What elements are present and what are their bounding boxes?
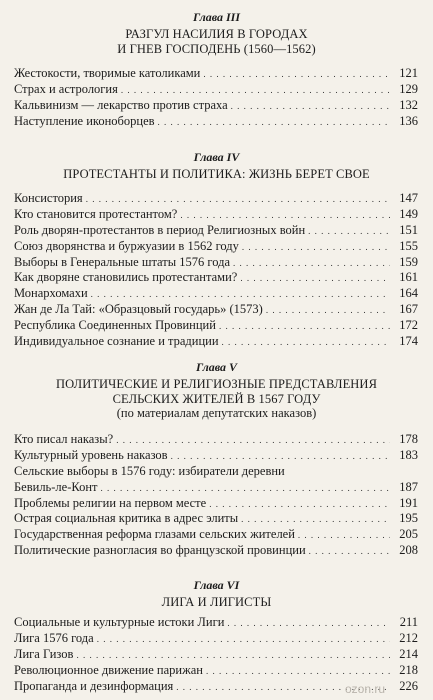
chapter-title-line: ПРОТЕСТАНТЫ И ПОЛИТИКА: ЖИЗНЬ БЕРЕТ СВОЕ <box>63 167 370 181</box>
chapter-3-entries <box>14 66 418 130</box>
chapter-label: Глава V <box>195 360 238 374</box>
toc-entry[interactable] <box>14 302 418 318</box>
chapter-5-entries <box>14 432 418 559</box>
entry-title: Политические разногласия во французской провинции <box>14 543 309 559</box>
toc-entry[interactable] <box>14 239 418 255</box>
entry-page: 149 <box>399 206 418 221</box>
chapter-label: Глава VI <box>193 578 240 592</box>
chapter-label: Глава IV <box>193 150 240 164</box>
toc-entry[interactable] <box>14 615 418 631</box>
leader-dots <box>121 83 390 99</box>
chapter-title-line: И ГНЕВ ГОСПОДЕНЬ (1560—1562) <box>117 41 316 56</box>
leader-dots <box>171 449 390 465</box>
leader-dots <box>266 303 390 319</box>
toc-entry[interactable] <box>14 114 418 130</box>
entry-page: 195 <box>399 511 418 526</box>
leader-dots <box>76 648 390 664</box>
chapter-4-entries <box>14 191 418 350</box>
leader-dots <box>308 224 390 240</box>
toc-entry[interactable] <box>14 663 418 679</box>
toc-entry[interactable] <box>14 464 418 480</box>
entry-page: 132 <box>399 97 418 112</box>
entry-page: 205 <box>399 527 418 542</box>
entry-title: Пропаганда и дезинформация <box>14 679 176 695</box>
entry-title: Кто писал наказы? <box>14 432 116 448</box>
leader-dots <box>309 544 390 560</box>
leader-dots <box>180 208 390 224</box>
chapter-3 <box>0 10 433 56</box>
entry-title: Революционное движение парижан <box>14 663 206 679</box>
leader-dots <box>227 616 390 632</box>
entry-page: 183 <box>399 447 418 462</box>
leader-dots <box>86 192 390 208</box>
toc-entry[interactable] <box>14 82 418 98</box>
leader-dots <box>240 271 390 287</box>
entry-page: 121 <box>399 66 418 80</box>
entry-title: Страх и астрология <box>14 82 121 98</box>
chapter-5 <box>0 360 433 421</box>
entry-page: 167 <box>399 302 418 317</box>
toc-entry[interactable] <box>14 98 418 114</box>
entry-title: Государственная реформа глазами сельских жителей <box>14 527 298 543</box>
entry-page: 226 <box>399 678 418 693</box>
chapter-label: Глава III <box>192 10 241 24</box>
entry-title: Наступление иконоборцев <box>14 114 158 130</box>
leader-dots <box>222 335 390 351</box>
entry-title: Республика Соединенных Провинций <box>14 318 219 334</box>
toc-entry[interactable] <box>14 647 418 663</box>
chapter-title-line: ЛИГА И ЛИГИСТЫ <box>161 595 272 609</box>
entry-page: 187 <box>399 479 418 494</box>
leader-dots <box>203 67 390 83</box>
entry-page: 191 <box>399 495 418 510</box>
leader-dots <box>233 256 390 272</box>
entry-page: 174 <box>399 334 418 349</box>
chapter-6 <box>0 578 433 610</box>
entry-title: Как дворяне становились протестантами? <box>14 270 240 286</box>
entry-page: 164 <box>399 286 418 301</box>
entry-title: Проблемы религии на первом месте <box>14 496 209 512</box>
leader-dots <box>242 240 390 256</box>
entry-title: Жан де Ла Тай: «Образцовый государь» (1573) <box>14 302 266 318</box>
leader-dots <box>241 512 390 528</box>
leader-dots <box>116 433 390 449</box>
entry-title: Монархомахи <box>14 286 91 302</box>
toc-entry[interactable] <box>14 318 418 334</box>
leader-dots <box>231 99 390 115</box>
entry-title: Острая социальная критика в адрес элиты <box>14 511 241 527</box>
entry-title: Сельские выборы в 1576 году: избиратели деревни <box>14 464 288 480</box>
entry-title: Консистория <box>14 191 86 207</box>
entry-page: 151 <box>399 222 418 237</box>
entry-title: Жестокости, творимые католиками <box>14 66 203 82</box>
toc-entry[interactable] <box>14 191 418 207</box>
entry-title: Выборы в Генеральные штаты 1576 года <box>14 255 233 271</box>
entry-page: 155 <box>399 238 418 253</box>
entry-title: Союз дворянства и буржуазии в 1562 году <box>14 239 242 255</box>
leader-dots <box>206 664 390 680</box>
toc-entry[interactable] <box>14 631 418 647</box>
watermark: ozon.ru <box>344 682 385 696</box>
chapter-title-line: РАЗГУЛ НАСИЛИЯ В ГОРОДАХ <box>125 27 308 41</box>
entry-title: Роль дворян-протестантов в период Религиозных войн <box>14 223 308 239</box>
entry-page: 214 <box>399 646 418 661</box>
entry-page: 136 <box>399 113 418 128</box>
leader-dots <box>97 632 390 648</box>
toc-entry[interactable] <box>14 270 418 286</box>
entry-title: Индивидуальное сознание и традиции <box>14 334 222 350</box>
toc-entry[interactable] <box>14 527 418 543</box>
entry-title: Лига 1576 года <box>14 631 97 647</box>
leader-dots <box>158 115 390 131</box>
entry-title: Кальвинизм — лекарство против страха <box>14 98 231 114</box>
toc-entry[interactable] <box>14 511 418 527</box>
entry-page: 218 <box>399 662 418 677</box>
entry-title: Культурный уровень наказов <box>14 448 171 464</box>
entry-title: Лига Гизов <box>14 647 76 663</box>
chapter-title-line: СЕЛЬСКИХ ЖИТЕЛЕЙ В 1567 ГОДУ <box>112 391 321 406</box>
leader-dots <box>209 497 390 513</box>
entry-page: 211 <box>399 615 418 629</box>
entry-page: 129 <box>399 81 418 96</box>
toc-entry[interactable] <box>14 223 418 239</box>
toc-entry[interactable] <box>14 255 418 271</box>
entry-page: 172 <box>399 318 418 333</box>
chapter-subtitle: (по материалам депутатских наказов) <box>116 406 317 420</box>
leader-dots <box>298 528 390 544</box>
toc-entry[interactable] <box>14 66 418 82</box>
toc-entry[interactable] <box>14 334 418 350</box>
leader-dots <box>219 319 390 335</box>
toc-entry[interactable] <box>14 496 418 512</box>
toc-entry[interactable] <box>14 543 418 559</box>
entry-page: 147 <box>399 191 418 205</box>
entry-title: Кто становится протестантом? <box>14 207 180 223</box>
chapter-title-line: ПОЛИТИЧЕСКИЕ И РЕЛИГИОЗНЫЕ ПРЕДСТАВЛЕНИЯ <box>55 377 378 391</box>
leader-dots <box>91 287 390 303</box>
entry-title: Бевиль-ле-Конт <box>14 480 100 496</box>
toc-entry[interactable] <box>14 448 418 464</box>
toc-entry[interactable] <box>14 286 418 302</box>
entry-page: 212 <box>399 630 418 645</box>
leader-dots <box>100 481 390 497</box>
toc-entry[interactable] <box>14 480 418 496</box>
entry-page: 208 <box>399 543 418 558</box>
toc-entry[interactable] <box>14 432 418 448</box>
entry-page: 159 <box>399 254 418 269</box>
entry-page: 161 <box>399 270 418 285</box>
chapter-4 <box>0 150 433 182</box>
entry-page: 178 <box>399 432 418 446</box>
entry-title: Социальные и культурные истоки Лиги <box>14 615 227 631</box>
toc-entry[interactable] <box>14 207 418 223</box>
